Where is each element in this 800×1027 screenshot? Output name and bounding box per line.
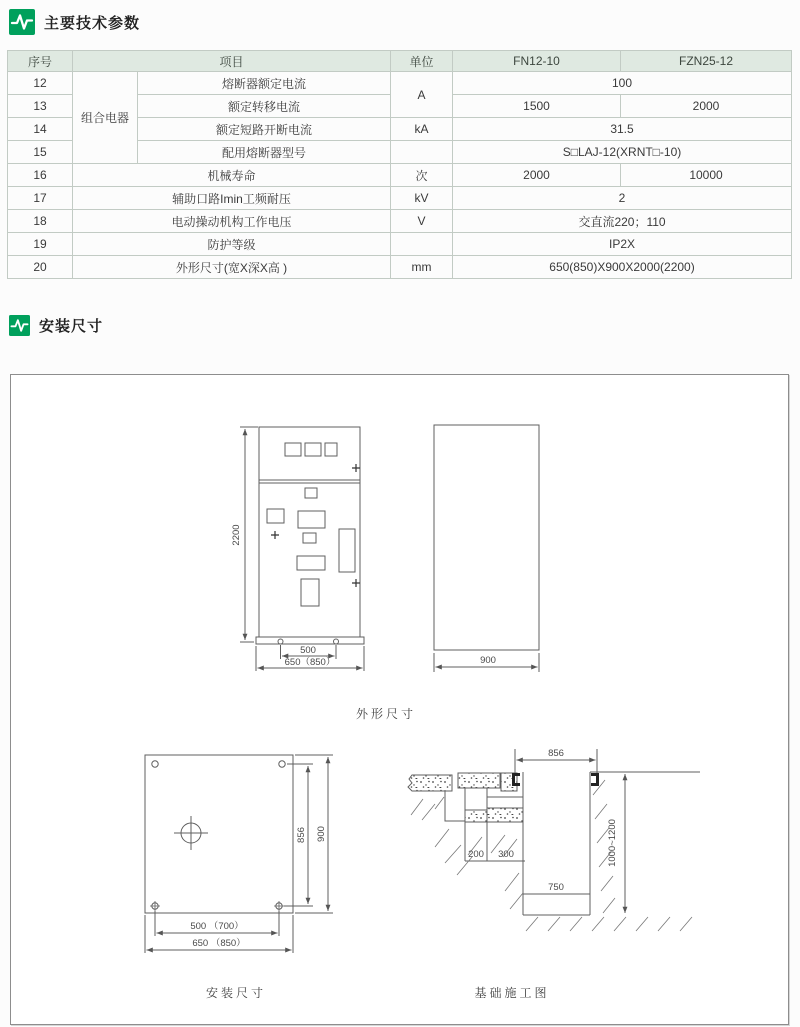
r16-item: 机械寿命 [73, 164, 391, 187]
r12-item: 熔断器额定电流 [138, 72, 391, 95]
table-row [8, 187, 792, 210]
col-header-unit: 单位 [391, 51, 453, 72]
r18-no: 18 [8, 210, 73, 233]
col-header-item: 项目 [73, 51, 391, 72]
r14-unit: kA [391, 118, 453, 141]
specs-table [7, 50, 792, 279]
dim-foundation-750: 750 [548, 882, 564, 893]
r12-no: 12 [8, 72, 73, 95]
caption-foundation: 基础施工图 [474, 986, 550, 1000]
header-row [8, 51, 792, 72]
dim-plan-width: 650 （850） [192, 938, 246, 949]
r20-no: 20 [8, 256, 73, 279]
r12-value: 100 [453, 72, 792, 95]
dim-foundation-depth: 1000~1200 [607, 819, 618, 867]
section-title-params: 主要技术参数 [44, 14, 141, 32]
section-header-install [0, 303, 800, 340]
table-row [8, 72, 792, 95]
dim-foundation-856: 856 [548, 748, 564, 759]
foundation-view [408, 749, 700, 931]
r19-unit-empty [391, 233, 453, 256]
r17-unit: kV [391, 187, 453, 210]
technical-drawings [11, 375, 788, 1022]
dim-outline-depth: 900 [480, 655, 496, 666]
r15-no: 15 [8, 141, 73, 164]
pulse-icon [9, 9, 35, 35]
table-row [8, 210, 792, 233]
r14-no: 14 [8, 118, 73, 141]
dim-outline-width: 650（850） [284, 657, 336, 668]
section-title-install: 安装尺寸 [39, 317, 104, 335]
front-view [240, 427, 364, 671]
table-row [8, 164, 792, 187]
r19-item: 防护等级 [73, 233, 391, 256]
section-header-params [0, 0, 800, 37]
dim-plan-856: 856 [296, 827, 307, 843]
r15-unit-empty [391, 141, 453, 164]
r17-value: 2 [453, 187, 792, 210]
side-view [434, 425, 539, 672]
dim-plan-bolt-span: 500 （700） [190, 921, 244, 932]
r20-unit: mm [391, 256, 453, 279]
dim-plan-900: 900 [316, 826, 327, 842]
caption-plan: 安装尺寸 [205, 986, 267, 1000]
r18-item: 电动操动机构工作电压 [73, 210, 391, 233]
r18-value: 交直流220；110 [453, 210, 792, 233]
pulse-icon [9, 315, 30, 336]
table-row [8, 256, 792, 279]
r15-value: S□LAJ-12(XRNT□-10) [453, 141, 792, 164]
dim-foundation-200: 200 [468, 849, 484, 860]
table-row [8, 233, 792, 256]
r13-item: 额定转移电流 [138, 95, 391, 118]
col-header-model1: FN12-10 [453, 51, 621, 72]
r17-no: 17 [8, 187, 73, 210]
r18-unit: V [391, 210, 453, 233]
r14-value: 31.5 [453, 118, 792, 141]
dim-outline-height: 2200 [231, 524, 242, 546]
caption-outline: 外形尺寸 [355, 707, 417, 721]
col-header-no: 序号 [8, 51, 73, 72]
r19-no: 19 [8, 233, 73, 256]
r13-value1: 1500 [453, 95, 621, 118]
r14-item: 额定短路开断电流 [138, 118, 391, 141]
r13-value2: 2000 [621, 95, 792, 118]
r19-value: IP2X [453, 233, 792, 256]
r20-item: 外形尺寸(宽X深X高 ) [73, 256, 391, 279]
r15-item: 配用熔断器型号 [138, 141, 391, 164]
group-cell: 组合电器 [73, 72, 138, 164]
r16-no: 16 [8, 164, 73, 187]
r16-unit: 次 [391, 164, 453, 187]
r16-value2: 10000 [621, 164, 792, 187]
r16-value1: 2000 [453, 164, 621, 187]
r12-unit: A [391, 72, 453, 118]
r17-item: 辅助口路Imin工频耐压 [73, 187, 391, 210]
dim-foundation-300: 300 [498, 849, 514, 860]
r20-value: 650(850)X900X2000(2200) [453, 256, 792, 279]
r13-no: 13 [8, 95, 73, 118]
dim-outline-bolt-span: 500 [300, 645, 316, 656]
col-header-model2: FZN25-12 [621, 51, 792, 72]
drawings-panel [10, 374, 789, 1025]
